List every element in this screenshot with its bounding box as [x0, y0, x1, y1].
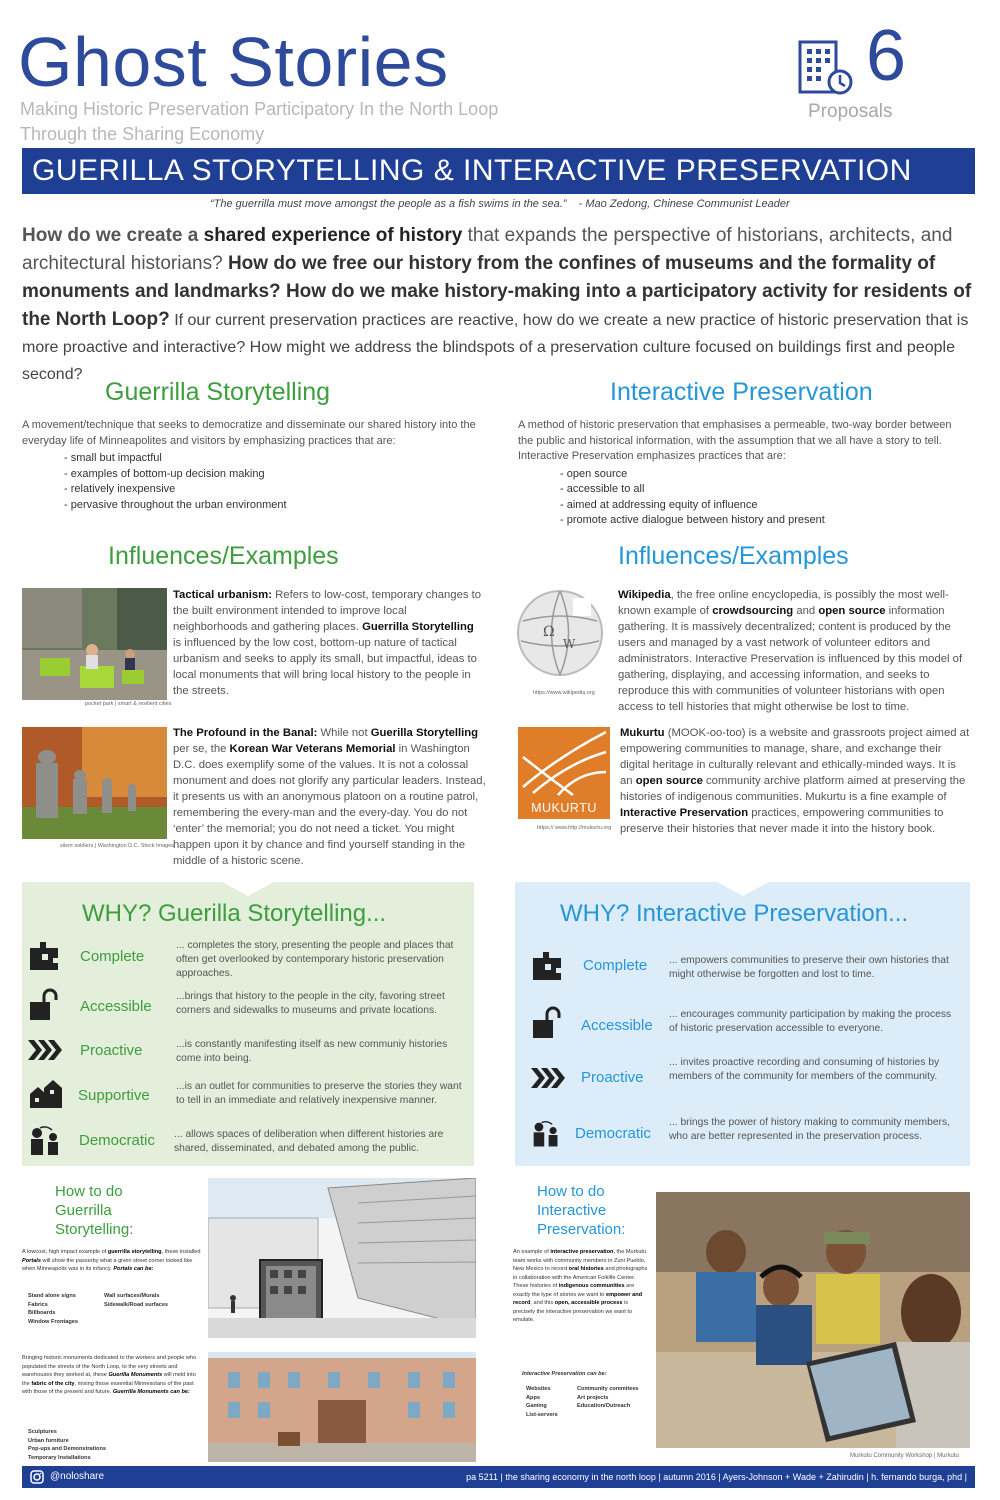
- puzzle-icon: [28, 940, 62, 972]
- why-label-complete: Complete: [583, 957, 648, 974]
- monuments-list: [28, 1428, 178, 1462]
- example-title: Mukurtu: [620, 727, 665, 739]
- portals-paragraph: [22, 1248, 202, 1274]
- quote: [210, 198, 790, 210]
- example-bold: Guerrilla Storytelling: [362, 621, 474, 633]
- unlocked-padlock-icon: [531, 1006, 561, 1040]
- example-title: Wikipedia: [618, 589, 671, 601]
- text: , and this: [530, 1300, 555, 1306]
- list-item: Websites: [526, 1386, 551, 1392]
- portals-list-a: [28, 1292, 108, 1326]
- tactical-urbanism-text: [173, 587, 483, 699]
- text: Bringing historic monuments dedicated to the workers and people who populated the streets of the North Loop, to the very streets and warehouses they worked at, these: [22, 1355, 197, 1378]
- poster-title: Ghost Stories: [18, 23, 449, 101]
- mukurtu-logo: [518, 727, 610, 819]
- why-text: ... encourages community participation by making the process of historic preservation accessible to everyone.: [669, 1009, 952, 1034]
- example-text: and: [793, 605, 819, 617]
- why-text: ... completes the story, presenting the people and places that often get overlooked by contemporary historic preservation approaches.: [176, 940, 454, 979]
- interactive-list-b: [577, 1385, 652, 1411]
- photo-caption: silent soldiers | Washington D.C. Stock Images: [60, 843, 175, 849]
- example-bold: crowdsourcing: [712, 605, 794, 617]
- proposal-number: 6: [866, 16, 907, 96]
- mukurtu-text: [620, 725, 970, 837]
- example-text: (MOOK-oo-too) is a website and grassroots project aimed at empowering communities to manage, share, and exchange their digital heritage in culturally relevant and ethically-minded ways. It is an: [620, 727, 970, 787]
- mukurtu-workshop-photo: [656, 1192, 970, 1448]
- list-item: Billboards: [28, 1310, 56, 1316]
- why-text: ... brings the power of history making to community members, who are better represented in the preservation process.: [669, 1117, 950, 1142]
- interactive-can-be: Interactive Preservation can be:: [522, 1371, 607, 1377]
- people-exchange-icon: [28, 1126, 62, 1158]
- list-item: - pervasive throughout the urban environment: [64, 498, 492, 514]
- example-bold: open source: [818, 605, 886, 617]
- lead-paragraph: [22, 222, 972, 388]
- list-item: - open source: [560, 467, 958, 483]
- influences-heading-left: Influences/Examples: [108, 542, 339, 570]
- heading-line: Storytelling:: [55, 1221, 134, 1238]
- list-item: - small but impactful: [64, 451, 492, 467]
- example-bold: open source: [635, 775, 703, 787]
- why-text: ...brings that history to the people in the city, favoring street corners and sidewalks to museums and private locations.: [176, 991, 445, 1016]
- text: , these installed: [161, 1249, 201, 1255]
- guerrilla-heading: Guerrilla Storytelling: [105, 378, 331, 406]
- interactive-desc: A method of historic preservation that emphasises a permeable, two-way border between the public and historical information, with the assumption that we all have a story to tell. Interactive Preservation emphasizes practices that are:: [518, 419, 952, 462]
- why-text: ...is an outlet for communities to preserve the stories they want to tell in an immediate and relatively inexpensive manner.: [176, 1081, 462, 1106]
- bold-text: oral histories: [568, 1266, 604, 1272]
- wikipedia-globe-logo: [513, 586, 608, 681]
- fast-forward-chevrons-icon: [531, 1068, 565, 1088]
- why-label-accessible: Accessible: [80, 998, 152, 1015]
- text: is precisely the interactive preservation we want to emulate.: [513, 1300, 633, 1323]
- heading-line: How to do: [537, 1183, 605, 1200]
- houses-community-icon: [28, 1076, 62, 1110]
- photo-caption: https://www.wikipedia.org: [533, 690, 595, 696]
- heading-line: How to do: [55, 1183, 123, 1200]
- list-item: Urban furniture: [28, 1437, 69, 1444]
- bold-text: Guerrilla Monuments can be:: [112, 1389, 190, 1395]
- why-interactive-heading: WHY? Interactive Preservation...: [560, 900, 909, 927]
- guerrilla-monument-rendering: [208, 1352, 476, 1462]
- example-text: practices, empowering communities to preserve their histories that never made it into the history book.: [620, 807, 944, 835]
- lead-part: that expands the perspective of historians, architects, and architectural historians?: [22, 225, 953, 274]
- why-text: ...is constantly manifesting itself as new communiy histories come into being.: [176, 1039, 448, 1064]
- why-label-proactive: Proactive: [581, 1069, 644, 1086]
- why-guerrilla-panel: [22, 882, 474, 1166]
- people-exchange-icon: [531, 1120, 561, 1150]
- portal-street-rendering: [208, 1178, 476, 1338]
- how-guerrilla-heading: [55, 1182, 133, 1239]
- profound-banal-text: [173, 725, 493, 869]
- section-banner: GUERILLA STORYTELLING & INTERACTIVE PRESERVATION: [22, 148, 975, 194]
- fast-forward-chevrons-icon: [28, 1040, 62, 1060]
- unlocked-padlock-icon: [28, 988, 58, 1022]
- why-interactive-panel: [515, 882, 970, 1166]
- example-text: information gathering. It is massively decentralized; content is produced by the users and managed by a vast network of volunteer editors and administrators. Interactive Preservation is influenced by this model of gathering, displaying, and accessing information, and seeks to reproduce this with communities of volunteer historians with open access to tell histories that might otherwise be lost to time.: [618, 605, 963, 713]
- example-text: in Washington D.C. does exemplify some of the values. It is not a colossal monument and does not glorify any particular leaders. Instead, it presents us with an anonymous platoon on a routine patrol, remembering the every-man and the every-day. You do not ‘enter’ the memorial; you do not need a ticket. You might happen upon it by chance and find yourself standing in the middle of a historic scene.: [173, 743, 486, 867]
- bold-text: indigenous communities: [558, 1283, 625, 1289]
- svg-text:W: W: [563, 637, 576, 651]
- text: , mixing those essential Minnesotans of the past with those of the present and future.: [22, 1380, 194, 1395]
- bold-text: interactive preservation: [550, 1249, 614, 1255]
- building-clock-icon: [798, 40, 856, 96]
- pocket-park-photo: [22, 588, 167, 700]
- heading-line: Preservation:: [537, 1221, 626, 1238]
- list-item: - aimed at addressing equity of influence: [560, 498, 958, 514]
- why-label-complete: Complete: [80, 948, 145, 965]
- quote-text: “The guerrilla must move amongst the people as a fish swims in the sea.”: [210, 198, 567, 210]
- list-item: - accessible to all: [560, 482, 958, 498]
- svg-text:Ω: Ω: [543, 624, 555, 640]
- text: An example of: [513, 1249, 551, 1255]
- list-item: Temporary Installations: [28, 1454, 91, 1461]
- list-item: - promote active dialogue between history and present: [560, 513, 958, 529]
- guerrilla-definition: [22, 418, 492, 513]
- why-text: ... empowers communities to preserve their own histories that might otherwise be forgotten and lost to time.: [669, 955, 949, 980]
- interactive-heading: Interactive Preservation: [610, 378, 873, 406]
- lead-part: If our current preservation practices are reactive, how do we create a new practice of historic preservation that is more proactive and interactive? How might we address the blindspots of a preservation culture focused on buildings first and people second?: [22, 312, 969, 383]
- list-item: - examples of bottom-up decision making: [64, 467, 492, 483]
- korean-war-memorial-photo: [22, 727, 167, 839]
- photo-caption: pocket park | smart & resilient cities: [85, 701, 172, 707]
- bold-text: Portals: [22, 1257, 41, 1264]
- lead-bold: shared experience of history: [203, 225, 463, 246]
- example-text: While not: [317, 727, 371, 739]
- list-item: Education/Outreach: [577, 1403, 631, 1409]
- example-bold: Guerilla Storytelling: [370, 727, 479, 739]
- why-label-proactive: Proactive: [80, 1042, 143, 1059]
- example-text: per se, the: [173, 743, 230, 755]
- social-handle[interactable]: @noloshare: [50, 1471, 105, 1482]
- example-text: , the free online encyclopedia, is possibly the most well-known example of: [618, 589, 949, 617]
- how-interactive-heading: [537, 1182, 625, 1239]
- list-item: Sculptures: [28, 1429, 57, 1435]
- why-label-accessible: Accessible: [581, 1017, 653, 1034]
- example-title: The Profound in the Banal:: [173, 727, 318, 739]
- text: will show the passerby what a given street corner looked like when Minneapolis was in its infancy.: [22, 1257, 193, 1272]
- text: are exactly the type of stories we want to: [513, 1283, 635, 1298]
- list-item: Pop-ups and Demonstrations: [28, 1446, 107, 1452]
- proposals-label: Proposals: [808, 101, 893, 122]
- list-item: Sidewalk/Road surfaces: [104, 1301, 169, 1308]
- portals-list-b: [104, 1292, 204, 1309]
- heading-line: Interactive: [537, 1202, 607, 1219]
- example-title: Tactical urbanism:: [173, 589, 272, 601]
- text: and photographs in collaboration with the American Folklife Center. These histories of: [513, 1266, 648, 1289]
- list-item: Fabrics: [28, 1301, 48, 1308]
- mukurtu-lines-icon: [518, 727, 610, 797]
- lead-bold: How do we free our history from the confines of museums and the formality of monuments and landmarks? How do we make history-making into a participatory activity for residents of the North Loop?: [22, 253, 972, 330]
- example-text: community archive platform aimed at preserving the histories of indigenous communities. Mukurtu is a fine example of: [620, 775, 966, 803]
- why-text: ... allows spaces of deliberation when different histories are shared, disseminated, and debated among the public.: [174, 1129, 444, 1154]
- footer-bar: [22, 1466, 975, 1488]
- example-text: is influenced by the low cost, bottom-up nature of tactical urbanism and seeks to apply its small, but impactful, ideas to local monuments that will bring local history to the people in the streets.: [173, 637, 477, 697]
- list-item: - relatively inexpensive: [64, 482, 492, 498]
- interactive-list-a: [526, 1385, 581, 1419]
- wikipedia-text: [618, 587, 968, 715]
- list-item: Window Frontages: [28, 1318, 78, 1325]
- instagram-icon: [30, 1470, 44, 1484]
- bold-text: empower and record: [513, 1291, 643, 1306]
- heading-line: Guerrilla: [55, 1202, 112, 1219]
- why-text: ... invites proactive recording and consuming of histories by members of the community for members of the community.: [669, 1057, 940, 1082]
- lead-part: How do we create a: [22, 225, 204, 246]
- bold-text: guerrilla storytelling: [107, 1249, 162, 1255]
- example-text: Refers to low-cost, temporary changes to the built environment intended to improve local neighborhoods and gathering places.: [173, 589, 482, 633]
- list-item: List-servers: [526, 1411, 558, 1418]
- guerrilla-desc: A movement/technique that seeks to democratize and disseminate our shared history into the everyday life of Minneapolites and visitors by emphasizing practices that are:: [22, 419, 476, 447]
- text: A lowcost, high impact example of: [22, 1249, 108, 1255]
- influences-heading-right: Influences/Examples: [618, 542, 849, 570]
- bold-text: Guerilla Monuments: [108, 1372, 163, 1378]
- bold-text: open, accessible process: [554, 1300, 623, 1306]
- photo-caption: https:// www.http://mukurtu.org: [537, 825, 612, 831]
- example-bold: Korean War Veterans Memorial: [229, 743, 396, 755]
- text: will meld into the: [22, 1372, 196, 1387]
- puzzle-icon: [531, 950, 565, 982]
- list-item: Wall surfaces/Murals: [104, 1293, 160, 1299]
- list-item: Art projects: [577, 1394, 609, 1401]
- subtitle-line-1: Making Historic Preservation Participatory In the North Loop: [20, 99, 499, 119]
- list-item: Gaming: [526, 1403, 547, 1409]
- list-item: Apps: [526, 1394, 540, 1401]
- why-guerrilla-heading: WHY? Guerilla Storytelling...: [82, 900, 387, 927]
- interactive-definition: [518, 418, 958, 529]
- example-bold: Interactive Preservation: [620, 807, 749, 819]
- photo-caption: Murkutu Community Workshop | Murkutu: [850, 1453, 959, 1459]
- quote-attribution: - Mao Zedong, Chinese Communist Leader: [578, 198, 790, 210]
- interactive-example-paragraph: [513, 1248, 649, 1325]
- why-label-democratic: Democratic: [575, 1125, 651, 1142]
- footer-credits: pa 5211 | the sharing economy in the north loop | autumn 2016 | Ayers-Johnson + Wade + Zahirudin | h. fernando burga, phd |: [466, 1472, 967, 1482]
- monuments-paragraph: [22, 1354, 202, 1397]
- why-label-democratic: Democratic: [79, 1132, 155, 1149]
- subtitle-line-2: Through the Sharing Economy: [20, 124, 265, 144]
- bold-text: fabric of the city: [31, 1380, 75, 1387]
- mukurtu-logo-text: MUKURTU: [531, 801, 597, 815]
- list-item: Stand alone signs: [28, 1293, 76, 1299]
- list-item: Community commitees: [577, 1386, 639, 1392]
- text: , the Murkutu team works with community members in Zuni Pueblo, New Mexico to record: [513, 1249, 647, 1272]
- why-label-supportive: Supportive: [78, 1087, 150, 1104]
- bold-text: Portals can be:: [113, 1266, 154, 1272]
